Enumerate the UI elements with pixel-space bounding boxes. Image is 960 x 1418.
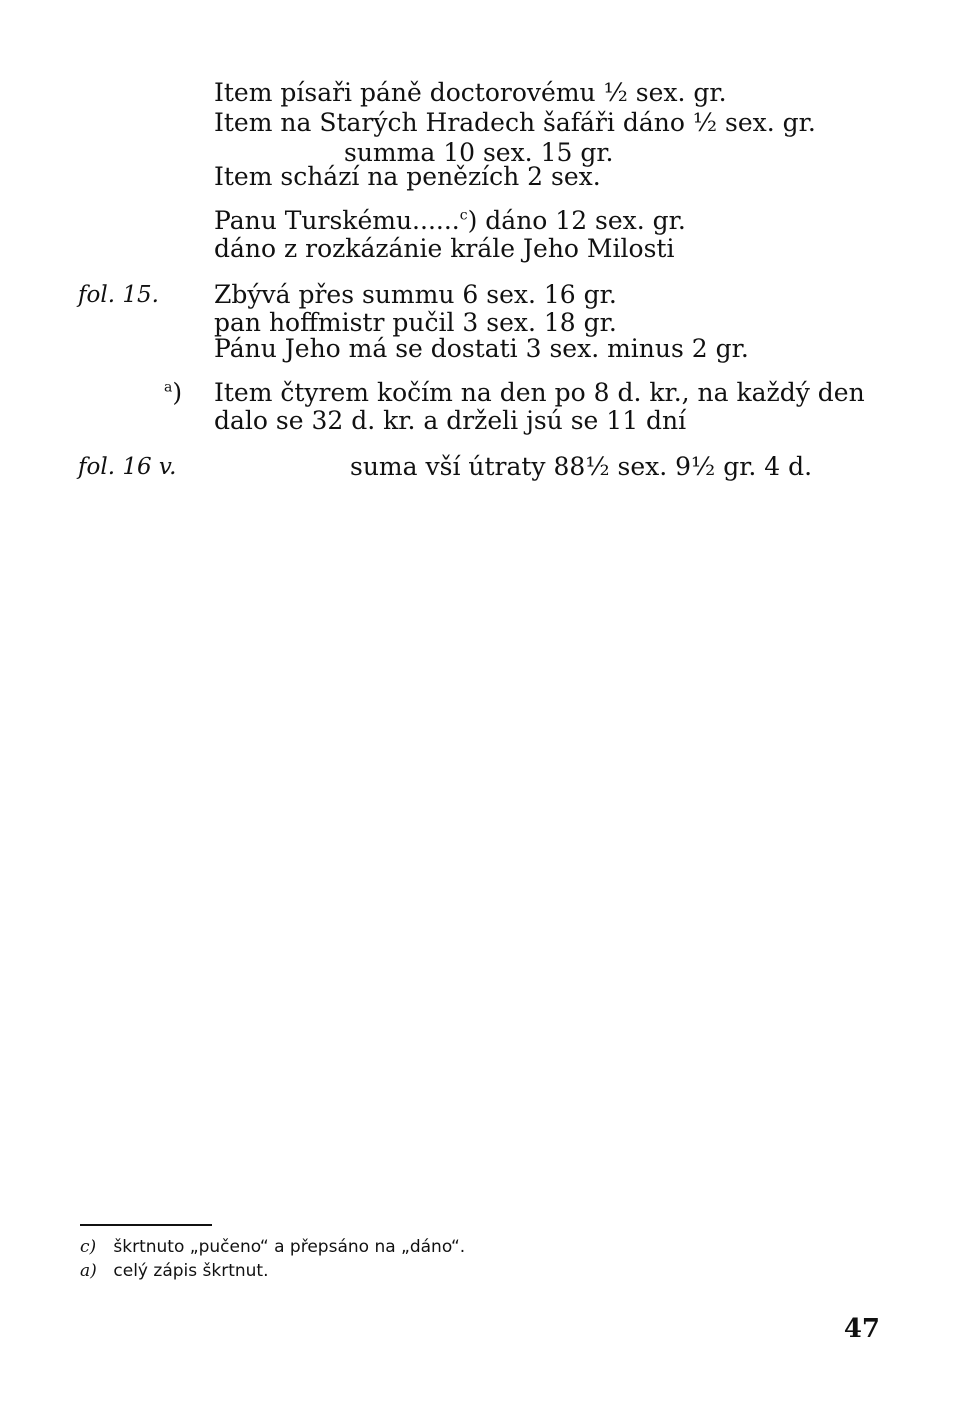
- margin-note-fol-15: fol. 15.: [78, 282, 159, 308]
- footnote-divider: [80, 1224, 212, 1226]
- footnote-a-label: a): [80, 1261, 97, 1281]
- footnote-ref-a-paren: ): [172, 378, 183, 407]
- text-line-11: dalo se 32 d. kr. a drželi jsú se 11 dní: [214, 406, 687, 435]
- footnote-ref-c: c: [459, 207, 468, 224]
- turskemu-text: Panu Turskému......: [214, 206, 460, 235]
- text-line-1: Item písaři páně doctorovému ½ sex. gr.: [214, 78, 727, 107]
- text-line-4: Item schází na penězích 2 sex.: [214, 162, 601, 191]
- footnote-c-label: c): [80, 1237, 97, 1257]
- text-line-2: Item na Starých Hradech šafáři dáno ½ sex. gr.: [214, 108, 816, 137]
- page-number: 47: [843, 1314, 880, 1344]
- footnote-a-text: celý zápis škrtnut.: [113, 1261, 269, 1281]
- text-line-8: pan hoffmistr pučil 3 sex. 18 gr.: [214, 308, 617, 337]
- text-line-10: Item čtyrem kočím na den po 8 d. kr., na každý den: [214, 378, 865, 407]
- footnote-a: [80, 1260, 269, 1282]
- text-line-turskemu: [214, 206, 686, 236]
- footnote-ref-a-marker: [164, 378, 182, 408]
- text-line-suma: suma vší útraty 88½ sex. 9½ gr. 4 d.: [350, 452, 813, 481]
- footnote-c: [80, 1236, 465, 1258]
- footnote-ref-a: a: [164, 379, 173, 396]
- text-line-9: Pánu Jeho má se dostati 3 sex. minus 2 gr.: [214, 334, 749, 363]
- footnote-c-text: škrtnuto „pučeno“ a přepsáno na „dáno“.: [113, 1237, 466, 1257]
- turskemu-text-rest: ) dáno 12 sex. gr.: [467, 206, 686, 235]
- text-line-summa: summa 10 sex. 15 gr.: [344, 138, 614, 167]
- text-line-7: Zbývá přes summu 6 sex. 16 gr.: [214, 280, 617, 309]
- margin-note-fol-16v: fol. 16 v.: [78, 454, 177, 480]
- text-line-6: dáno z rozkázánie krále Jeho Milosti: [214, 234, 675, 263]
